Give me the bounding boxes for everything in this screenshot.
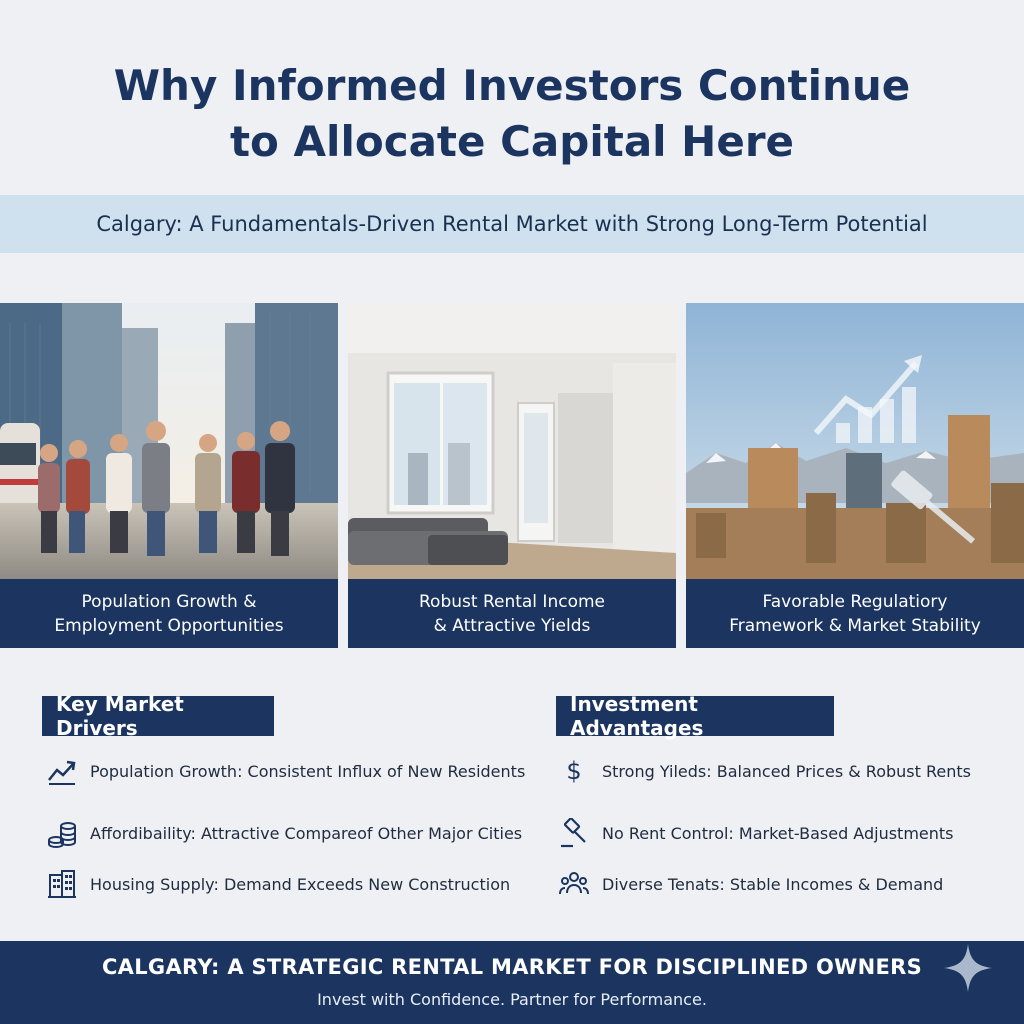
advantage-item [556,817,954,849]
advantage-text: Diverse Tenats: Stable Incomes & Demand [602,874,944,894]
empty-apartment-interior-photo [348,303,676,579]
advantage-item [556,868,943,900]
panel-regulatory [686,303,1024,648]
panel-caption: Population Growth & Employment Opportunities [0,579,338,648]
driver-item [44,817,522,849]
trend-up-icon [44,755,80,787]
skyline-growth-chart-gavel-photo [686,303,1024,579]
sparkle-icon [942,942,994,994]
dollar-icon: $ [566,757,582,785]
panel-caption: Favorable Regulatiory Framework & Market Stability [686,579,1024,648]
page-title-line-2: to Allocate Capital Here [229,117,795,166]
city-street-people-photo [0,303,338,579]
footer-headline: CALGARY: A STRATEGIC RENTAL MARKET FOR DISCIPLINED OWNERS [101,955,923,979]
subtitle: Calgary: A Fundamentals-Driven Rental Market with Strong Long-Term Potential [96,212,928,236]
advantage-text: No Rent Control: Market-Based Adjustments [602,823,954,843]
advantage-item [556,755,971,787]
panel-caption: Robust Rental Income & Attractive Yields [348,579,676,648]
key-drivers-heading: Key Market Drivers [42,696,274,736]
driver-text: Housing Supply: Demand Exceeds New Construction [90,874,511,894]
panel-population-growth [0,303,338,648]
driver-item [44,868,510,900]
page-title-line-1: Why Informed Investors Continue [113,61,911,110]
coin-stack-icon [44,817,80,849]
advantages-heading: Investment Advantages [556,696,834,736]
advantage-text: Strong Yileds: Balanced Prices & Robust Rents [602,761,971,781]
gavel-icon [556,817,592,849]
driver-text: Population Growth: Consistent Influx of New Residents [90,761,526,781]
driver-item [44,755,525,787]
subtitle-band [0,195,1024,253]
page-title [0,58,1024,170]
people-group-icon [556,868,592,900]
footer-banner [0,941,1024,1024]
panel-rental-income [348,303,676,648]
driver-text: Affordibaility: Attractive Compareof Other Major Cities [90,823,523,843]
footer-tagline: Invest with Confidence. Partner for Performance. [317,990,707,1009]
building-icon [44,868,80,900]
